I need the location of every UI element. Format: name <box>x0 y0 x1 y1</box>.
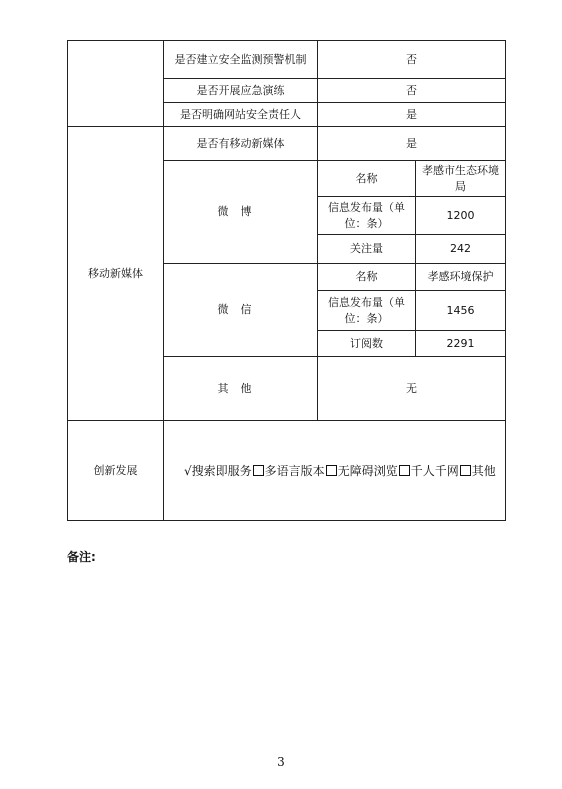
has-media-value: 是 <box>318 127 506 161</box>
row-label: 是否明确网站安全责任人 <box>164 103 318 127</box>
row-value: 是 <box>318 103 506 127</box>
report-table <box>67 40 506 521</box>
empty-section-cell <box>68 41 164 127</box>
check-mark: √ <box>184 463 192 478</box>
checkbox-icon <box>253 465 264 476</box>
checkbox-icon <box>460 465 471 476</box>
wechat-posts-value: 1456 <box>416 291 506 331</box>
wechat-posts-label: 信息发布量（单位：条） <box>318 291 416 331</box>
option-label: 搜索即服务 <box>191 463 252 478</box>
weibo-follow-label: 关注量 <box>318 235 416 264</box>
table-row <box>68 127 506 161</box>
row-label: 是否开展应急演练 <box>164 79 318 103</box>
has-media-label: 是否有移动新媒体 <box>164 127 318 161</box>
wechat-label: 微信 <box>164 264 318 357</box>
remark-label: 备注: <box>67 550 96 564</box>
weibo-posts-label: 信息发布量（单位：条） <box>318 197 416 235</box>
wechat-sub-value: 2291 <box>416 331 506 357</box>
option-label: 其他 <box>471 463 496 478</box>
row-value: 否 <box>318 41 506 79</box>
wechat-name-value: 孝感环境保护 <box>416 264 506 291</box>
page-number: 3 <box>277 755 285 769</box>
innovation-options <box>164 421 506 521</box>
other-value: 无 <box>318 357 506 421</box>
row-value: 否 <box>318 79 506 103</box>
option-label: 无障碍浏览 <box>337 463 398 478</box>
option-label: 千人千网 <box>410 463 459 478</box>
row-label: 是否建立安全监测预警机制 <box>164 41 318 79</box>
checkbox-icon <box>399 465 410 476</box>
table-row <box>68 41 506 79</box>
weibo-label: 微博 <box>164 161 318 264</box>
option-label: 多语言版本 <box>264 463 325 478</box>
other-label: 其他 <box>164 357 318 421</box>
table-row <box>68 421 506 521</box>
wechat-name-label: 名称 <box>318 264 416 291</box>
weibo-posts-value: 1200 <box>416 197 506 235</box>
weibo-follow-value: 242 <box>416 235 506 264</box>
mobile-section-label: 移动新媒体 <box>68 127 164 421</box>
innovation-label: 创新发展 <box>68 421 164 521</box>
wechat-sub-label: 订阅数 <box>318 331 416 357</box>
checkbox-icon <box>326 465 337 476</box>
weibo-name-label: 名称 <box>318 161 416 197</box>
weibo-name-value: 孝感市生态环境局 <box>416 161 506 197</box>
